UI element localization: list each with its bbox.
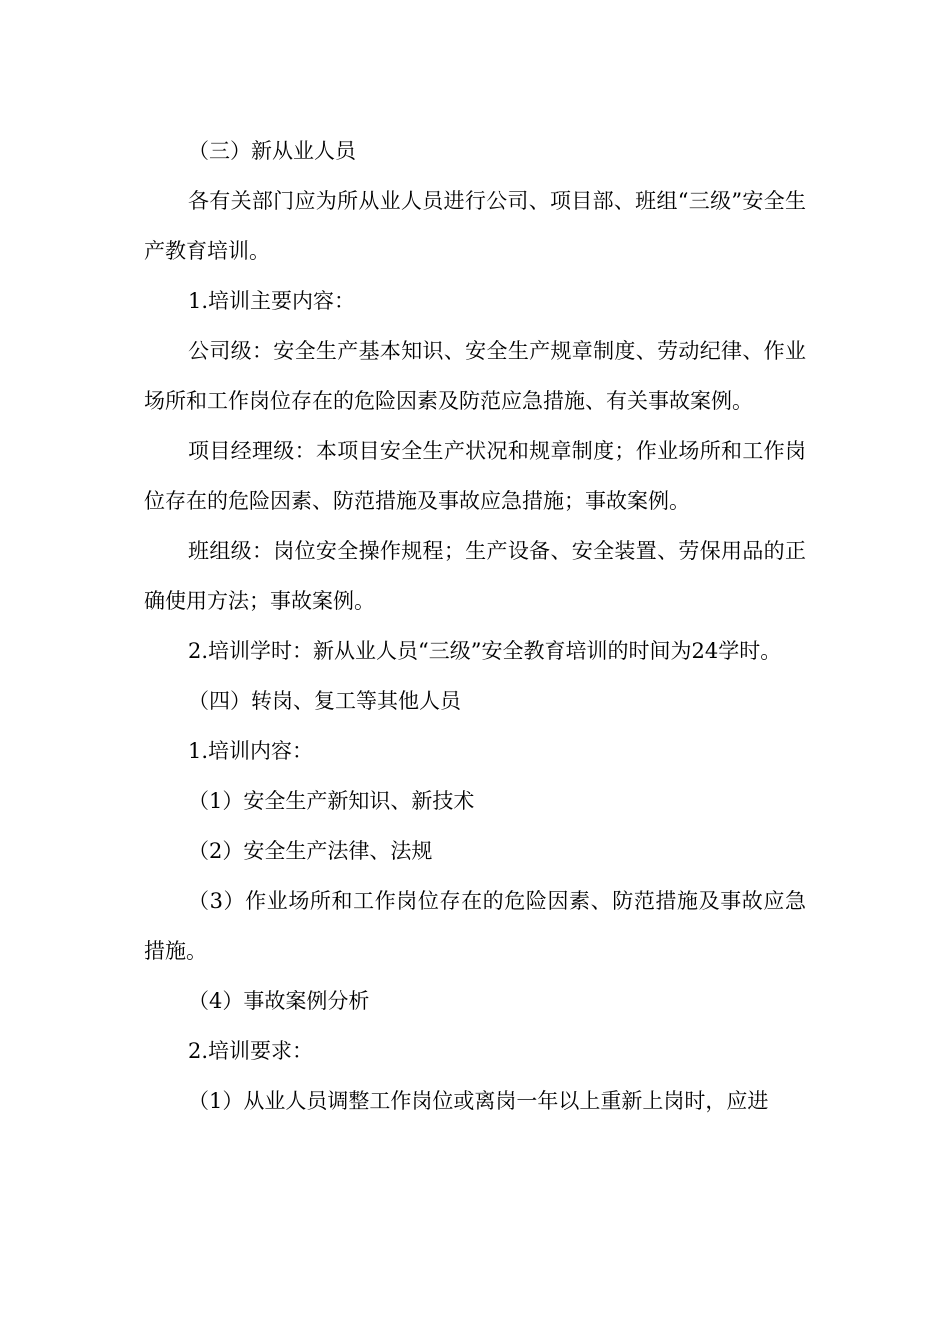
paragraph-three-level-training: 各有关部门应为所从业人员进行公司、项目部、班组“三级”安全生产教育培训。 (144, 189, 806, 263)
paragraph-team-level: 班组级：岗位安全操作规程；生产设备、安全装置、劳保用品的正确使用方法；事故案例。 (144, 539, 806, 613)
paragraph-training-hours: 2.培训学时：新从业人员“三级”安全教育培训的时间为24学时。 (188, 639, 782, 663)
subheading-training-items: 1.培训内容： (188, 739, 314, 763)
section-heading-transfer-personnel: （四）转岗、复工等其他人员 (188, 689, 461, 713)
subheading-training-requirements: 2.培训要求： (188, 1039, 314, 1063)
list-item-3: （3）作业场所和工作岗位存在的危险因素、防范措施及事故应急措施。 (144, 889, 806, 963)
requirement-item-1: （1）从业人员调整工作岗位或离岗一年以上重新上岗时，应进 (188, 1089, 769, 1113)
list-item-1: （1）安全生产新知识、新技术 (188, 789, 475, 813)
paragraph-company-level: 公司级：安全生产基本知识、安全生产规章制度、劳动纪律、作业场所和工作岗位存在的危险因素及防范应急措施、有关事故案例。 (144, 339, 806, 413)
list-item-4: （4）事故案例分析 (188, 989, 370, 1013)
list-item-2: （2）安全生产法律、法规 (188, 839, 433, 863)
subheading-training-content: 1.培训主要内容： (188, 289, 356, 313)
document-body (144, 126, 806, 1126)
section-heading-new-employees: （三）新从业人员 (188, 139, 356, 163)
paragraph-project-manager-level: 项目经理级：本项目安全生产状况和规章制度；作业场所和工作岗位存在的危险因素、防范措施及事故应急措施；事故案例。 (144, 439, 806, 513)
